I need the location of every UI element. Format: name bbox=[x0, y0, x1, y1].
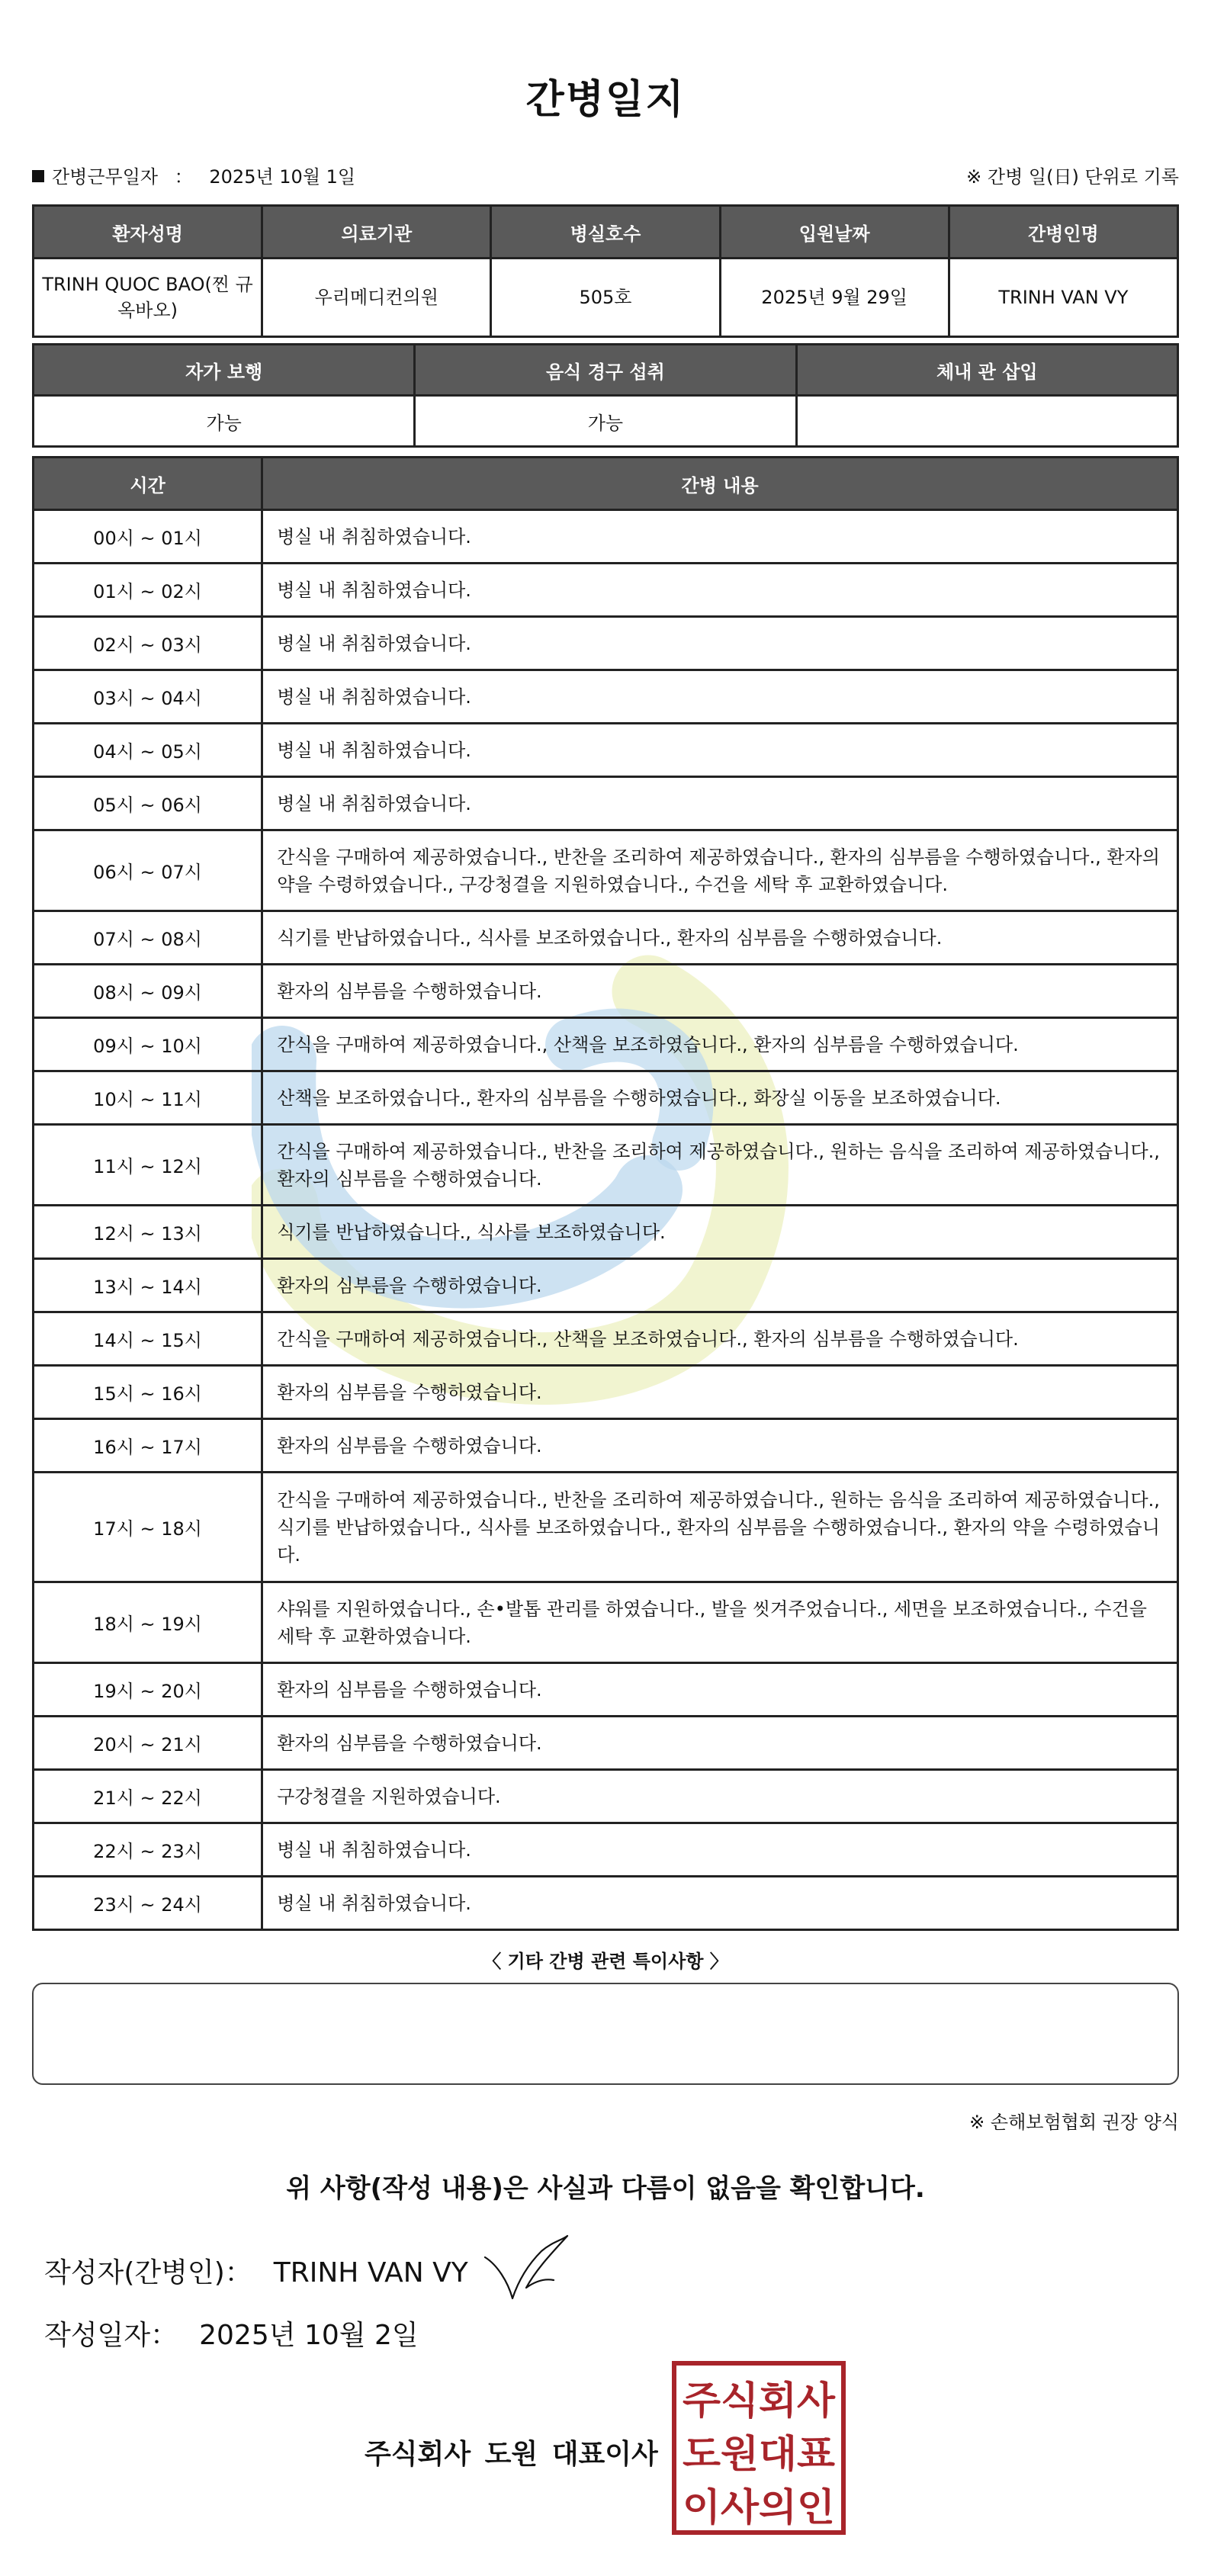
content-cell: 환자의 심부름을 수행하였습니다. bbox=[262, 1419, 1178, 1473]
table-row bbox=[34, 1366, 1178, 1419]
seal-line-1: 주식회사 bbox=[683, 2378, 836, 2423]
self-walking-value: 가능 bbox=[34, 396, 415, 447]
content-cell: 병실 내 취침하였습니다. bbox=[262, 724, 1178, 777]
content-cell: 병실 내 취침하였습니다. bbox=[262, 1823, 1178, 1877]
table-row bbox=[34, 1071, 1178, 1125]
content-cell: 식기를 반납하였습니다., 식사를 보조하였습니다., 환자의 심부름을 수행하였습니다. bbox=[262, 911, 1178, 965]
table-row bbox=[34, 1419, 1178, 1473]
room-number: 505호 bbox=[491, 259, 720, 337]
header-hospital: 의료기관 bbox=[262, 206, 491, 259]
work-date-label: 간병근무일자 bbox=[52, 166, 159, 188]
special-notes-label: 〈 기타 간병 관련 특이사항 〉 bbox=[483, 1951, 728, 1972]
table-row bbox=[34, 1877, 1178, 1930]
content-cell: 병실 내 취침하였습니다. bbox=[262, 564, 1178, 617]
admission-date: 2025년 9월 29일 bbox=[720, 259, 949, 337]
content-cell: 산책을 보조하였습니다., 환자의 심부름을 수행하였습니다., 화장실 이동을 보조하였습니다. bbox=[262, 1071, 1178, 1125]
content-cell: 샤워를 지원하였습니다., 손•발톱 관리를 하였습니다., 발을 씻겨주었습니다., 세면을 보조하였습니다., 수건을 세탁 후 교환하였습니다. bbox=[262, 1582, 1178, 1663]
unit-note: ※ 간병 일(日) 단위로 기록 bbox=[966, 166, 1179, 188]
time-cell: 00시 ~ 01시 bbox=[34, 510, 262, 564]
content-cell: 병실 내 취침하였습니다. bbox=[262, 510, 1178, 564]
confirmation-statement: 위 사항(작성 내용)은 사실과 다름이 없음을 확인합니다. bbox=[286, 2173, 925, 2204]
table-row bbox=[34, 1206, 1178, 1259]
care-log-table bbox=[32, 456, 1179, 1931]
content-cell: 병실 내 취침하였습니다. bbox=[262, 617, 1178, 670]
header-care-content: 간병 내용 bbox=[262, 458, 1178, 510]
time-cell: 09시 ~ 10시 bbox=[34, 1018, 262, 1071]
table-row bbox=[34, 724, 1178, 777]
time-cell: 16시 ~ 17시 bbox=[34, 1419, 262, 1473]
work-date-separator: ： bbox=[174, 166, 193, 188]
table-row bbox=[34, 1770, 1178, 1823]
content-cell: 병실 내 취침하였습니다. bbox=[262, 670, 1178, 724]
content-cell: 간식을 구매하여 제공하였습니다., 산책을 보조하였습니다., 환자의 심부름을 수행하였습니다. bbox=[262, 1312, 1178, 1366]
content-cell: 구강청결을 지원하였습니다. bbox=[262, 1770, 1178, 1823]
oral-intake-value: 가능 bbox=[415, 396, 796, 447]
time-cell: 23시 ~ 24시 bbox=[34, 1877, 262, 1930]
header-tube-insertion: 체내 관 삽입 bbox=[796, 345, 1177, 396]
written-date-label: 작성일자： bbox=[44, 2320, 178, 2351]
header-time: 시간 bbox=[34, 458, 262, 510]
time-cell: 04시 ~ 05시 bbox=[34, 724, 262, 777]
time-cell: 17시 ~ 18시 bbox=[34, 1473, 262, 1582]
table-row bbox=[34, 1259, 1178, 1312]
time-cell: 06시 ~ 07시 bbox=[34, 830, 262, 911]
time-cell: 05시 ~ 06시 bbox=[34, 777, 262, 830]
document-title: 간병일지 bbox=[525, 77, 686, 123]
header-admission-date: 입원날짜 bbox=[720, 206, 949, 259]
table-row bbox=[34, 1312, 1178, 1366]
table-row bbox=[34, 1717, 1178, 1770]
seal-line-2: 도원대표 bbox=[683, 2432, 836, 2476]
work-date-value: 2025년 10월 1일 bbox=[209, 166, 356, 188]
time-cell: 20시 ~ 21시 bbox=[34, 1717, 262, 1770]
header-oral-intake: 음식 경구 섭취 bbox=[415, 345, 796, 396]
work-date-line bbox=[32, 162, 355, 188]
time-cell: 12시 ~ 13시 bbox=[34, 1206, 262, 1259]
time-cell: 03시 ~ 04시 bbox=[34, 670, 262, 724]
content-cell: 환자의 심부름을 수행하였습니다. bbox=[262, 1366, 1178, 1419]
content-cell: 병실 내 취침하였습니다. bbox=[262, 1877, 1178, 1930]
table-row bbox=[34, 1582, 1178, 1663]
time-cell: 08시 ~ 09시 bbox=[34, 965, 262, 1018]
content-cell: 식기를 반납하였습니다., 식사를 보조하였습니다. bbox=[262, 1206, 1178, 1259]
tube-insertion-value bbox=[796, 396, 1177, 447]
time-cell: 15시 ~ 16시 bbox=[34, 1366, 262, 1419]
content-cell: 환자의 심부름을 수행하였습니다. bbox=[262, 965, 1178, 1018]
table-row bbox=[34, 777, 1178, 830]
table-row bbox=[34, 911, 1178, 965]
table-row bbox=[34, 510, 1178, 564]
writer-line bbox=[44, 2251, 468, 2290]
hospital-name: 우리메디컨의원 bbox=[262, 259, 491, 337]
table-row bbox=[34, 965, 1178, 1018]
seal-line-3: 이사의인 bbox=[683, 2485, 835, 2529]
content-cell: 환자의 심부름을 수행하였습니다. bbox=[262, 1663, 1178, 1717]
time-cell: 13시 ~ 14시 bbox=[34, 1259, 262, 1312]
table-row bbox=[34, 1823, 1178, 1877]
time-cell: 07시 ~ 08시 bbox=[34, 911, 262, 965]
content-cell: 간식을 구매하여 제공하였습니다., 반찬을 조리하여 제공하였습니다., 환자의 심부름을 수행하였습니다., 환자의 약을 수령하였습니다., 구강청결을 지원하였습니다., 수건을 세탁 후 교환하였습니다. bbox=[262, 830, 1178, 911]
table-row bbox=[34, 617, 1178, 670]
form-source-note: ※ 손해보험협회 권장 양식 bbox=[969, 2112, 1179, 2133]
table-row bbox=[34, 564, 1178, 617]
caregiver-name: TRINH VAN VY bbox=[949, 259, 1177, 337]
content-cell: 환자의 심부름을 수행하였습니다. bbox=[262, 1259, 1178, 1312]
writer-name: TRINH VAN VY bbox=[273, 2257, 468, 2289]
header-self-walking: 자가 보행 bbox=[34, 345, 415, 396]
time-cell: 14시 ~ 15시 bbox=[34, 1312, 262, 1366]
content-cell: 간식을 구매하여 제공하였습니다., 반찬을 조리하여 제공하였습니다., 원하는 음식을 조리하여 제공하였습니다., 환자의 심부름을 수행하였습니다. bbox=[262, 1125, 1178, 1206]
time-cell: 11시 ~ 12시 bbox=[34, 1125, 262, 1206]
table-row bbox=[34, 1473, 1178, 1582]
patient-status-table bbox=[32, 343, 1179, 448]
patient-name: TRINH QUOC BAO(찐 규옥바오) bbox=[34, 259, 262, 337]
content-cell: 병실 내 취침하였습니다. bbox=[262, 777, 1178, 830]
written-date-value: 2025년 10월 2일 bbox=[199, 2320, 419, 2351]
header-caregiver-name: 간병인명 bbox=[949, 206, 1177, 259]
company-seal-icon bbox=[671, 2360, 846, 2536]
content-cell: 간식을 구매하여 제공하였습니다., 반찬을 조리하여 제공하였습니다., 원하는 음식을 조리하여 제공하였습니다., 식기를 반납하였습니다., 식사를 보조하였습니다., 환자의 심부름을 수행하였습니다., 환자의 약을 수령하였습니다. bbox=[262, 1473, 1178, 1582]
time-cell: 19시 ~ 20시 bbox=[34, 1663, 262, 1717]
time-cell: 21시 ~ 22시 bbox=[34, 1770, 262, 1823]
time-cell: 02시 ~ 03시 bbox=[34, 617, 262, 670]
table-row bbox=[34, 1663, 1178, 1717]
time-cell: 22시 ~ 23시 bbox=[34, 1823, 262, 1877]
content-cell: 환자의 심부름을 수행하였습니다. bbox=[262, 1717, 1178, 1770]
signature-icon bbox=[482, 2234, 573, 2303]
table-row bbox=[34, 830, 1178, 911]
square-bullet-icon bbox=[32, 170, 44, 182]
header-patient-name: 환자성명 bbox=[34, 206, 262, 259]
time-cell: 18시 ~ 19시 bbox=[34, 1582, 262, 1663]
writer-label: 작성자(간병인)： bbox=[44, 2257, 252, 2289]
patient-info-table bbox=[32, 204, 1179, 338]
time-cell: 10시 ~ 11시 bbox=[34, 1071, 262, 1125]
table-row bbox=[34, 1125, 1178, 1206]
company-signature: 주식회사 도원 대표이사 bbox=[365, 2439, 658, 2470]
special-notes-box bbox=[32, 1983, 1179, 2085]
table-row bbox=[34, 670, 1178, 724]
header-room-number: 병실호수 bbox=[491, 206, 720, 259]
table-row bbox=[34, 1018, 1178, 1071]
content-cell: 간식을 구매하여 제공하였습니다., 산책을 보조하였습니다., 환자의 심부름을 수행하였습니다. bbox=[262, 1018, 1178, 1071]
time-cell: 01시 ~ 02시 bbox=[34, 564, 262, 617]
written-date-line bbox=[44, 2314, 419, 2353]
